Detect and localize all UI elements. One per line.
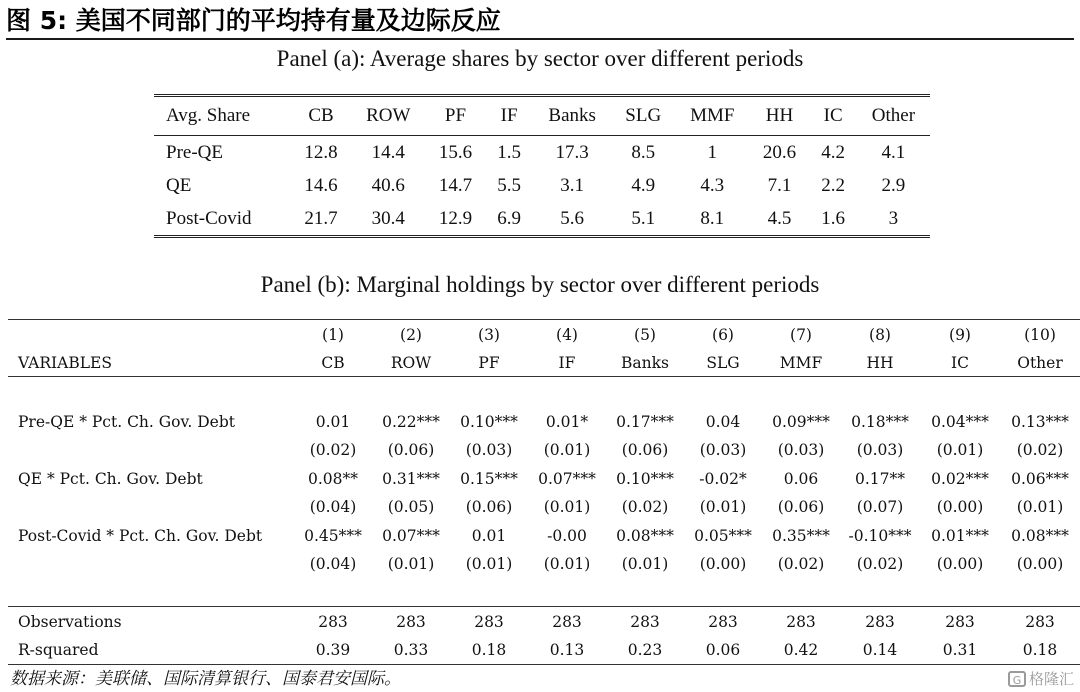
table-cell: 0.08*** [616, 526, 674, 545]
table-cell: MMF [762, 350, 840, 377]
table-cell: (0.02) [856, 555, 904, 573]
header-cell: HH [750, 96, 810, 136]
header-cell: IF [485, 96, 532, 136]
table-cell: 0.35*** [772, 526, 830, 545]
table-cell: 0.06*** [1011, 469, 1069, 488]
table-cell: 0.04 [705, 412, 741, 431]
table-cell: (0.01) [699, 498, 747, 516]
panel-a-header-row [154, 96, 930, 136]
table-cell: (0.01) [543, 441, 591, 459]
table-cell: 0.42 [762, 636, 840, 665]
table-cell: (0.02) [621, 498, 669, 516]
panel-a-title: Panel (a): Average shares by sector over different periods [276, 46, 804, 71]
table-cell: 12.9 [438, 207, 473, 229]
table-cell: -0.00 [547, 526, 587, 545]
table-cell: 3.1 [560, 174, 585, 196]
table-cell: 283 [606, 607, 684, 637]
table-cell: 5.1 [631, 207, 656, 229]
table-cell: IF [528, 350, 606, 377]
row-label [8, 436, 294, 464]
table-cell: 0.10*** [616, 469, 674, 488]
table-cell: (0.01) [1016, 498, 1064, 516]
table-cell: (10) [1000, 320, 1080, 351]
row-label: Post-Covid [166, 207, 252, 229]
table-cell: 1.6 [821, 207, 845, 229]
coef-row [8, 407, 1080, 436]
table-cell: (0.00) [936, 498, 984, 516]
table-cell: 283 [450, 607, 528, 637]
table-cell: 0.04*** [931, 412, 989, 431]
table-cell: 8.1 [700, 207, 725, 229]
table-cell: (9) [920, 320, 1000, 351]
table-cell: 0.22*** [382, 412, 440, 431]
table-cell: 0.45*** [304, 526, 362, 545]
table-cell: (0.06) [465, 498, 513, 516]
table-cell: 14.6 [304, 174, 338, 196]
table-cell: (0.05) [387, 498, 435, 516]
table-cell: (0.00) [1016, 555, 1064, 573]
table-cell: (7) [762, 320, 840, 351]
table-cell: 0.01 [471, 526, 507, 545]
table-cell: 283 [920, 607, 1000, 637]
watermark-text: 格隆汇 [1028, 670, 1074, 688]
coef-row [8, 464, 1080, 493]
table-cell: (0.03) [856, 441, 904, 459]
table-cell: (0.00) [936, 555, 984, 573]
table-cell: 0.31 [920, 636, 1000, 665]
row-label: Pre-QE [166, 141, 223, 163]
table-cell: 0.08** [307, 469, 358, 488]
table-cell: 0.31*** [382, 469, 440, 488]
table-cell: (0.02) [777, 555, 825, 573]
header-cell: PF [426, 96, 486, 136]
watermark-logo [1008, 668, 1074, 690]
table-cell: 0.06 [783, 469, 819, 488]
table-cell: -0.02* [699, 469, 747, 488]
table-cell: (3) [450, 320, 528, 351]
table-cell: 5.5 [497, 174, 521, 196]
table-cell: 0.17*** [616, 412, 674, 431]
table-cell: 0.18 [450, 636, 528, 665]
table-cell: 4.9 [631, 174, 656, 196]
table-cell: (0.06) [777, 498, 825, 516]
spacer-cell [8, 377, 1080, 408]
table-cell: 0.01* [545, 412, 589, 431]
table-cell: 0.01*** [931, 526, 989, 545]
table-cell: (0.07) [856, 498, 904, 516]
table-cell: 0.08*** [1011, 526, 1069, 545]
table-cell: (8) [840, 320, 920, 351]
table-cell: 4.3 [700, 174, 725, 196]
spacer-row [8, 578, 1080, 607]
header-cell: CB [291, 96, 351, 136]
table-cell: SLG [684, 350, 762, 377]
table-cell: 0.18 [1000, 636, 1080, 665]
table-cell: 40.6 [371, 174, 405, 196]
table-cell: PF [450, 350, 528, 377]
table-cell: (0.04) [309, 555, 357, 573]
table-cell: 0.05*** [694, 526, 752, 545]
table-cell: (0.01) [543, 498, 591, 516]
table-row [154, 202, 930, 237]
table-cell: (0.06) [387, 441, 435, 459]
table-cell: 0.23 [606, 636, 684, 665]
se-row [8, 493, 1080, 521]
table-cell: -0.10*** [848, 526, 912, 545]
table-cell: 1.5 [497, 141, 521, 163]
header-cell: Banks [533, 96, 612, 136]
r-squared-row [8, 636, 1080, 665]
logo-icon: G [1008, 671, 1026, 687]
table-cell: 283 [528, 607, 606, 637]
table-cell: 0.13 [528, 636, 606, 665]
table-cell: 283 [840, 607, 920, 637]
table-cell: (0.01) [621, 555, 669, 573]
table-cell: 15.6 [438, 141, 473, 163]
table-row [154, 169, 930, 202]
panel-b-title: Panel (b): Marginal holdings by sector over different periods [260, 272, 820, 297]
table-cell: (0.00) [699, 555, 747, 573]
table-cell: 0.02*** [931, 469, 989, 488]
table-cell: 20.6 [762, 141, 797, 163]
panel-a-table [154, 94, 930, 238]
table-cell: 0.13*** [1011, 412, 1069, 431]
col-number-row [8, 320, 1080, 351]
row-label: Post-Covid * Pct. Ch. Gov. Debt [18, 526, 263, 545]
table-cell: 4.2 [821, 141, 845, 163]
table-cell: 0.17** [854, 469, 905, 488]
spacer-cell [8, 578, 1080, 607]
table-cell: 1 [707, 141, 717, 163]
row-label [8, 320, 294, 351]
table-cell: 2.2 [821, 174, 845, 196]
table-cell: (1) [294, 320, 372, 351]
table-cell: Other [1000, 350, 1080, 377]
table-cell: (0.01) [387, 555, 435, 573]
table-cell: 0.33 [372, 636, 450, 665]
table-cell: (6) [684, 320, 762, 351]
table-cell: CB [294, 350, 372, 377]
figure-title: 图 5: 美国不同部门的平均持有量及边际反应 [6, 2, 1074, 40]
table-cell: (0.03) [699, 441, 747, 459]
header-cell: Other [857, 96, 930, 136]
table-cell: IC [920, 350, 1000, 377]
table-cell: (0.04) [309, 498, 357, 516]
coef-row [8, 521, 1080, 550]
header-cell: IC [809, 96, 856, 136]
table-cell: HH [840, 350, 920, 377]
table-cell: 4.5 [767, 207, 792, 229]
table-cell: (4) [528, 320, 606, 351]
table-cell: 0.39 [294, 636, 372, 665]
table-cell: (0.03) [465, 441, 513, 459]
header-cell: MMF [675, 96, 750, 136]
table-cell: 7.1 [767, 174, 792, 196]
table-cell: 4.1 [881, 141, 906, 163]
table-cell: 8.5 [631, 141, 656, 163]
table-cell: (0.01) [543, 555, 591, 573]
table-cell: 2.9 [881, 174, 906, 196]
row-label: Pre-QE * Pct. Ch. Gov. Debt [18, 412, 235, 431]
table-cell: ROW [372, 350, 450, 377]
spacer-row [8, 377, 1080, 408]
table-cell: 6.9 [497, 207, 521, 229]
table-cell: Banks [606, 350, 684, 377]
table-cell: 283 [684, 607, 762, 637]
table-cell: (0.01) [465, 555, 513, 573]
table-cell: 0.10*** [460, 412, 518, 431]
table-cell: 30.4 [371, 207, 405, 229]
table-cell: 283 [1000, 607, 1080, 637]
table-cell: 17.3 [555, 141, 589, 163]
row-label: QE * Pct. Ch. Gov. Debt [18, 469, 203, 488]
table-cell: 5.6 [560, 207, 585, 229]
table-cell: 0.06 [684, 636, 762, 665]
table-row [154, 136, 930, 170]
table-cell: 12.8 [304, 141, 338, 163]
row-label: R-squared [8, 636, 294, 665]
table-cell: 14.7 [438, 174, 473, 196]
header-cell: ROW [351, 96, 426, 136]
table-cell: (5) [606, 320, 684, 351]
panel-b-table [8, 319, 1080, 665]
table-cell: (0.02) [1016, 441, 1064, 459]
table-cell: 283 [294, 607, 372, 637]
table-cell: 0.07*** [382, 526, 440, 545]
table-cell: 0.07*** [538, 469, 596, 488]
table-cell: 0.15*** [460, 469, 518, 488]
row-label: VARIABLES [8, 350, 294, 377]
table-cell: (2) [372, 320, 450, 351]
row-label [8, 550, 294, 578]
table-cell: 283 [762, 607, 840, 637]
table-cell: 0.09*** [772, 412, 830, 431]
table-cell: 283 [372, 607, 450, 637]
table-cell: 0.18*** [851, 412, 909, 431]
se-row [8, 436, 1080, 464]
table-cell: (0.03) [777, 441, 825, 459]
se-row [8, 550, 1080, 578]
table-cell: (0.01) [936, 441, 984, 459]
row-label: QE [166, 174, 192, 196]
header-cell: SLG [612, 96, 675, 136]
table-cell: (0.02) [309, 441, 357, 459]
observations-row [8, 607, 1080, 637]
table-cell: 0.14 [840, 636, 920, 665]
table-cell: (0.06) [621, 441, 669, 459]
table-cell: 21.7 [304, 207, 338, 229]
row-label: Observations [8, 607, 294, 637]
table-cell: 14.4 [371, 141, 405, 163]
header-cell: Avg. Share [154, 96, 291, 136]
col-name-row [8, 350, 1080, 377]
data-source-note: 数据来源：美联储、国际清算银行、国泰君安国际。 [10, 669, 401, 689]
table-cell: 3 [888, 207, 899, 229]
table-cell: 0.01 [315, 412, 351, 431]
row-label [8, 493, 294, 521]
